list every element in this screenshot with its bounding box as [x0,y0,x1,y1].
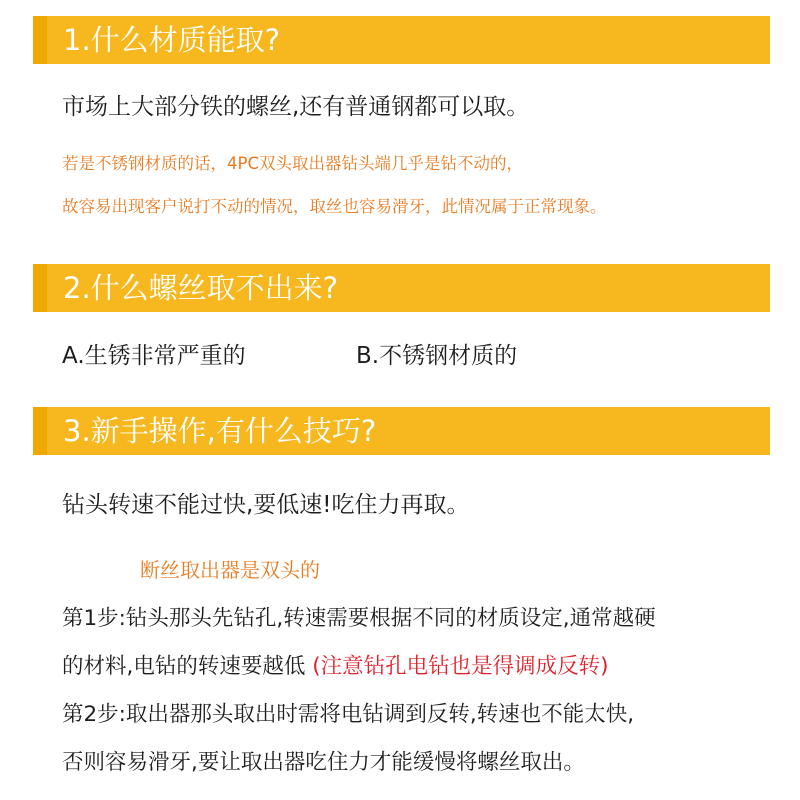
step2-line2: 否则容易滑牙,要让取出器吃住力才能缓慢将螺丝取出。 [62,750,585,775]
section1-note-line2: 故容易出现客户说打不动的情况，取丝也容易滑牙，此情况属于正常现象。 [62,197,607,216]
step1-line2-text: 的材料,电钻的转速要越低 [62,654,306,679]
section3-tip: 钻头转速不能过快,要低速!吃住力再取。 [62,492,470,518]
step1-line2 [62,649,608,680]
step1-line1: 第1步:钻头那头先钻孔,转速需要根据不同的材质设定,通常越硬 [62,606,656,631]
step2-line1: 第2步:取出器那头取出时需将电钻调到反转,转速也不能太快, [62,702,635,727]
section1-line: 市场上大部分铁的螺丝,还有普通钢都可以取。 [62,94,530,120]
section2-title-banner [33,264,770,312]
section1-title-banner [33,16,770,64]
section3-title-banner [33,407,770,455]
section3-subheading: 断丝取出器是双头的 [140,558,320,582]
option-a: A.生锈非常严重的 [62,343,246,369]
section1-title: 1.什么材质能取? [63,23,281,57]
section1-note-line1: 若是不锈钢材质的话，4PC双头取出器钻头端几乎是钻不动的， [62,154,523,173]
section3-title: 3.新手操作,有什么技巧? [63,414,377,448]
step1-red-note: (注意钻孔电钻也是得调成反转) [312,654,609,679]
option-b: B.不锈钢材质的 [356,343,518,369]
section2-title: 2.什么螺丝取不出来? [63,271,339,305]
